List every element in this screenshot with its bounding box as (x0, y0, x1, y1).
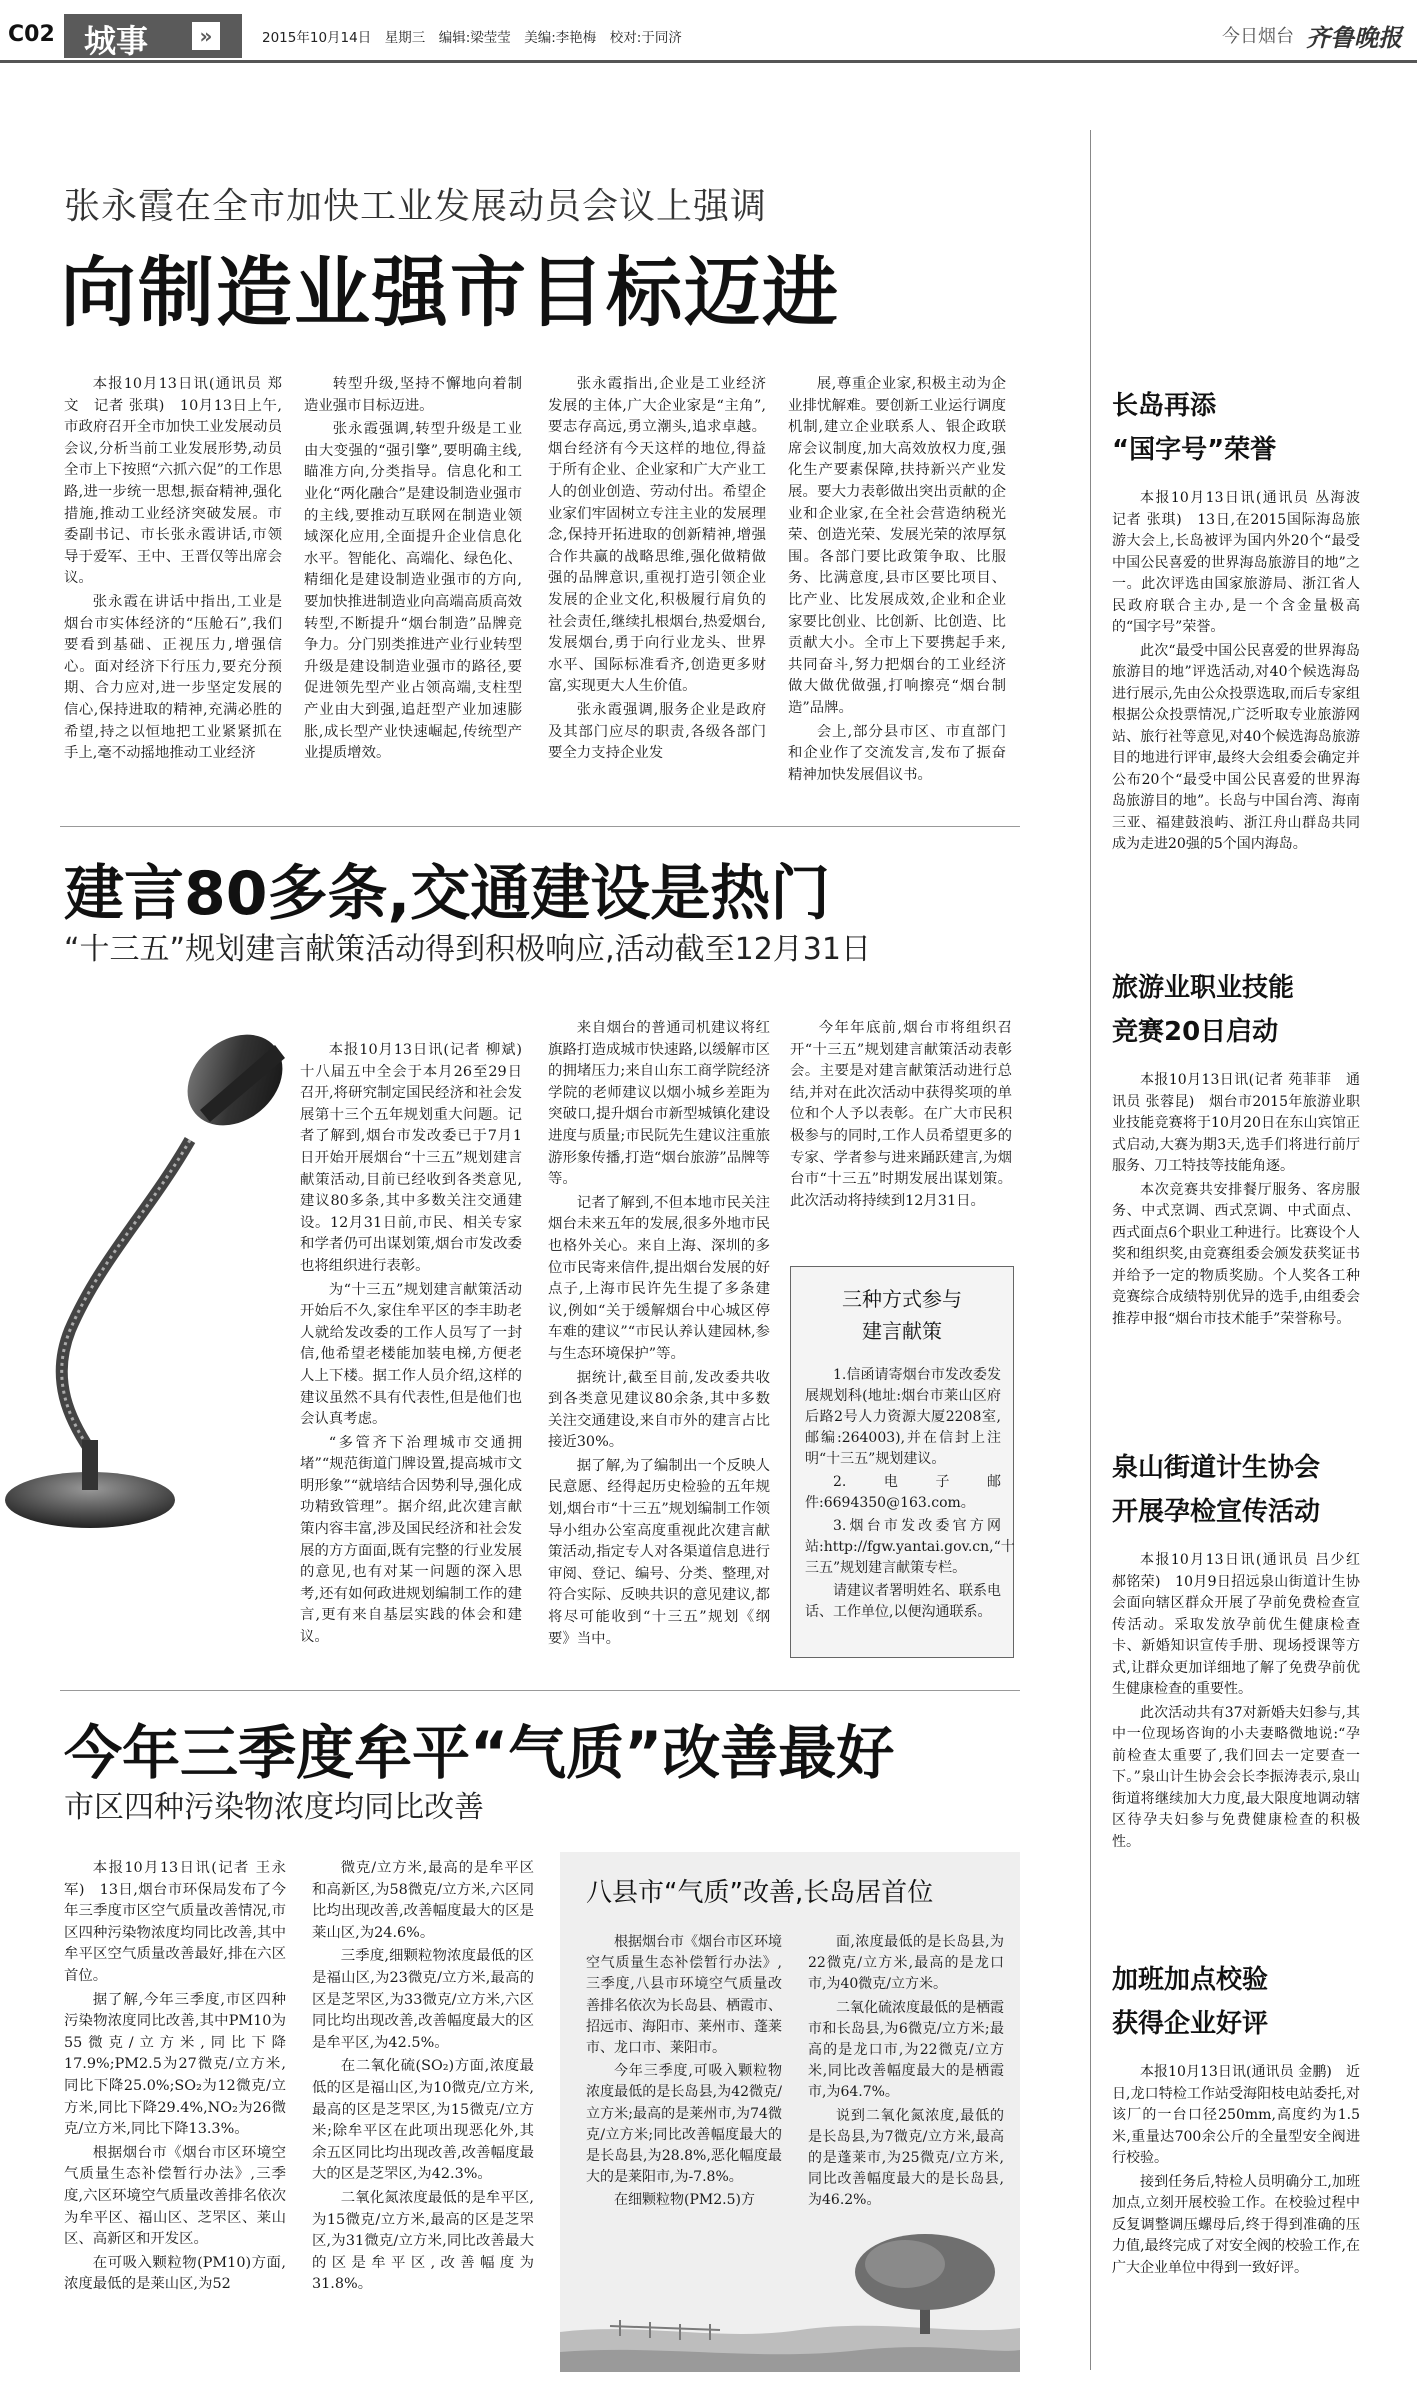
paragraph: 来自烟台的普通司机建议将红旗路打造成城市快速路,以缓解市区的拥堵压力;来自山东工商学院经济学院的老师建议以烟小城乡差距为突破口,提升烟台市新型城镇化建设进度与质量;市民阮先生建议注重旅游形象传播,打造“烟台旅游”品牌等等。 (548, 1020, 770, 1188)
paragraph: 据了解,今年三季度,市区四种污染物浓度同比改善,其中PM10为55微克/立方米,同比下降17.9%;PM2.5为27微克/立方米,同比下降25.0%;SO₂为12微克/立方米,同比下降29.4%,NO₂为26微克/立方米,同比下降13.3%。 (64, 1991, 286, 2138)
paragraph: 张永霞指出,企业是工业经济发展的主体,广大企业家是“主角”,要志存高远,勇立潮头,追求卓越。烟台经济有今天这样的地位,得益于所有企业、企业家和广大产业工人的创业创造、劳动付出。希望企业家们牢固树立专注主业的发展理念,保持开拓进取的创新精神,增强合作共赢的战略思维,强化做精做强的品牌意识,重视打造引领企业发展的企业文化,积极履行肩负的社会责任,继续扎根烟台,热爱烟台,发展烟台,勇于向行业龙头、世界水平、国际标准看齐,创造更多财富,实现更大人生价值。 (548, 376, 766, 695)
paragraph: “多管齐下治理城市交通拥堵”“规范街道门牌设置,提高城市文明形象”“就培结合因势利导,强化成功精致管理”。据介绍,此次建言献策内容丰富,涉及国民经济和社会发展的方方面面,既有完整的行业发展的意见,也有对某一问题的深入思考,还有如何政进规划编制工作的建言,更有来自基层实践的体会和建议。 (300, 1434, 522, 1646)
paragraph: 今年三季度,可吸入颗粒物浓度最低的是长岛县,为42微克/立方米;最高的是莱州市,为74微克/立方米;同比改善幅度最大的是长岛县,为28.8%,恶化幅度最大的是莱阳市,为-7.8%。 (586, 2063, 782, 2186)
paragraph: 本报10月13日讯(记者 柳斌) 十八届五中全会于本月26至29日召开,将研究制定国民经济和社会发展第十三个五年规划重大问题。记者了解到,烟台市发改委已于7月1日开始开展烟台“十三五”规划建言献策活动,目前已经收到各类意见,建议80多条,其中多数关注交通建设。12月31日前,市民、相关专家和学者仍可出谋划策,烟台市发改委也将组织进行表彰。 (300, 1042, 537, 1274)
box-body (805, 1365, 1015, 1623)
sidebar-story4-body (1112, 2062, 1360, 2279)
paragraph: 在细颗粒物(PM2.5)方 (614, 2192, 755, 2209)
header-rule (0, 60, 1417, 63)
paragraph: 本报10月13日讯(通讯员 丛海波 记者 张琪) 13日,在2015国际海岛旅游大会上,长岛被评为国内外20个“最受中国公民喜爱的世界海岛旅游目的地”之一。此次评选由国家旅游局、浙江省人民政府联合主办,是一个含金量极高的“国字号”荣誉。 (1112, 490, 1374, 635)
box-title: 三种方式参与 建言献策 (842, 1287, 962, 1343)
paragraph: 为“十三五”规划建言献策活动开始后不久,家住牟平区的李丰助老人就给发改委的工作人员写了一封信,他希望老楼能加装电梯,方便老人上下楼。据工作人员介绍,这样的建议虽然不具有代表性,但是他们也会认真考虑。 (300, 1281, 522, 1428)
paragraph: 本报10月13日讯(通讯员 吕少红 郝铭荣) 10月9日招远泉山街道计生协会面向辖区群众开展了孕前免费检查宣传活动。采取发放孕前优生健康检查卡、新婚知识宣传手册、现场授课等方式,让群众更加详细地了解了免费孕前优生健康检查的重要性。 (1112, 1552, 1374, 1697)
paragraph: 在可吸入颗粒物(PM10)方面,浓度最低的是莱山区,为52 (64, 2254, 286, 2293)
paragraph: 转型升级,坚持不懈地向着制造业强市目标迈进。 (304, 376, 522, 414)
county-box-title: 八县市“气质”改善,长岛居首位 (586, 1878, 934, 1908)
paragraph: 在二氧化硫(SO₂)方面,浓度最低的区是福山区,为10微克/立方米,最高的区是芝罘区,为15微克/立方米;除牟平区在此项出现恶化外,其余五区同比均出现改善,改善幅度最大的区是芝罘区,为42.3%。 (312, 2058, 534, 2183)
paragraph: 本报10月13日讯(记者 王永军) 13日,烟台市环保局发布了今年三季度市区空气质量改善情况,市区四种污染物浓度均同比改善,其中牟平区空气质量改善最好,排在六区首位。 (64, 1860, 286, 1984)
sidebar-story3-body (1112, 1550, 1374, 1853)
article2-col1 (300, 1040, 537, 1649)
paragraph: 张永霞在讲话中指出,工业是烟台市实体经济的“压舱石”,我们要看到基础、正视压力,增强信心。面对经济下行压力,要充分预期、合力应对,进一步坚定发展的信心,保持进取的精神,充满必胜的希望,持之以恒地把工业紧紧抓在手上,毫不动摇地推动工业经济 (64, 593, 282, 762)
section-title: 城事 (84, 22, 149, 60)
paragraph: 三季度,细颗粒物浓度最低的区是福山区,为23微克/立方米,最高的区是芝罘区,为33微克/立方米,六区同比均出现改善,改善幅度最大的区是牟平区,为42.5%。 (312, 1948, 534, 2051)
sidebar-story4-title: 加班加点校验 获得企业好评 (1112, 1965, 1269, 2039)
paragraph: 张永霞强调,转型升级是工业由大变强的“强引擎”,要明确主线,瞄准方向,分类指导。信息化和工业化“两化融合”是建设制造业强市的主线,要推动互联网在制造业领域深化应用,全面提升企业信息化水平。智能化、高端化、绿色化、精细化是建设制造业强市的方向,要加快推进制造业向高端高质高效转型,不断提升“烟台制造”品牌竞争力。分门别类推进产业行业转型升级是建设制造业强市的路径,要促进领先型产业占领高端,支柱型产业由大到强,追赶型产业加速膨胀,成长型产业快速崛起,传统型产业提质增效。 (304, 421, 522, 762)
paragraph: 张永霞强调,服务企业是政府及其部门应尽的职责,各级各部门要全力支持企业发 (548, 701, 766, 762)
paragraph: 本报10月13日讯(通讯员 郑文 记者 张琪) 10月13日上午,市政府召开全市加快工业发展动员会议,分析当前工业发展形势,动员全市上下按照“六抓六促”的工作思路,进一步统一思想,振奋精神,强化措施,推动工业经济突破发展。市委副书记、市长张永霞讲话,市领导于爱军、王中、王晋仅等出席会议。 (64, 376, 282, 587)
article2-col3 (790, 1018, 1012, 1212)
article2-headline: 建言80多条,交通建设是热门 (64, 859, 831, 929)
article1-col2 (304, 374, 522, 765)
article1-headline: 向制造业强市目标迈进 (60, 248, 840, 337)
tree-landscape-image (560, 2212, 1020, 2372)
paragraph: 此次活动共有37对新婚夫妇参与,其中一位现场咨询的小夫妻略微地说:“孕前检查太重要了,我们回去一定要查一下。”泉山计生协会会长李振涛表示,泉山街道将继续加大力度,最大限度地调动辖区待孕夫妇参与免费健康检查的积极性。 (1112, 1704, 1360, 1850)
paragraph: 说到二氧化氮浓度,最低的是长岛县,为7微克/立方米,最高的是蓬莱市,为25微克/立方米,同比改善幅度最大的是长岛县,为46.2%。 (808, 2107, 1004, 2209)
paragraph: 二氧化氮浓度最低的是牟平区,为15微克/立方米,最高的区是芝罘区,为31微克/立方米,同比改善最大的区是牟平区,改善幅度为31.8%。 (312, 2189, 534, 2293)
chevron-right-icon: » (192, 22, 220, 50)
paragraph: 微克/立方米,最高的是牟平区和高新区,为58微克/立方米,六区同比均出现改善,改善幅度最大的区是莱山区,为24.6%。 (312, 1860, 534, 1941)
box-item: 1.信函请寄烟台市发改委发展规划科(地址:烟台市莱山区府后路2号人力资源大厦2208室,邮编:264003),并在信封上注明“十三五”规划建议。 (805, 1367, 1001, 1467)
paragraph: 据了解,为了编制出一个反映人民意愿、经得起历史检验的五年规划,烟台市“十三五”规划编制工作领导小组办公室高度重视此次建言献策活动,指定专人对各渠道信息进行审阅、登记、编号、分类、整理,对符合实际、反映共识的意见建议,都将尽可能收到“十三五”规划《纲要》当中。 (548, 1457, 770, 1647)
sidebar-story1-body (1112, 488, 1374, 856)
header-meta: 2015年10月14日 星期三 编辑:梁莹莹 美编:李艳梅 校对:于同济 (262, 30, 682, 46)
paragraph: 根据烟台市《烟台市区环境空气质量生态补偿暂行办法》,三季度,六区环境空气质量改善排名依次为牟平区、福山区、芝罘区、莱山区、高新区和开发区。 (64, 2144, 286, 2248)
paragraph: 面,浓度最低的是长岛县,为22微克/立方米,最高的是龙口市,为40微克/立方米。 (808, 1934, 1004, 1993)
box-item: 2.电子邮件:6694350@163.com。 (805, 1474, 1001, 1511)
paragraph: 本报10月13日讯(记者 苑菲菲 通讯员 张蓉昆) 烟台市2015年旅游业职业技能竞赛将于10月20日在东山宾馆正式启动,大赛为期3天,选手们将进行前厅服务、刀工特技等技能角逐。 (1112, 1072, 1360, 1174)
article3-col1 (64, 1858, 286, 2296)
paragraph: 二氧化硫浓度最低的是栖霞市和长岛县,为6微克/立方米;最高的是龙口市,为22微克/立方米,同比改善幅度最大的是栖霞市,为64.7%。 (808, 1999, 1004, 2101)
page-header (0, 0, 1417, 60)
article2-col2 (548, 1018, 770, 1650)
sidebar-story3-title: 泉山街道计生协会 开展孕检宣传活动 (1112, 1453, 1321, 1527)
paragraph: 据统计,截至目前,发改委共收到各类意见建议80余条,其中多数关注交通建设,来自市外的建言占比接近30%。 (548, 1369, 770, 1451)
sidebar-story2-body (1112, 1070, 1360, 1330)
article1-col3 (548, 374, 766, 765)
sidebar-story1-title: 长岛再添 “国字号”荣誉 (1112, 391, 1277, 465)
county-box-col2 (808, 1932, 1004, 2212)
sidebar-story2-title: 旅游业职业技能 竞赛20日启动 (1112, 973, 1295, 1047)
county-box-col1 (586, 1932, 782, 2212)
article2-subhead: “十三五”规划建言献策活动得到积极响应,活动截至12月31日 (64, 932, 871, 967)
article1-col1 (64, 374, 282, 765)
article1-col4 (788, 374, 1006, 786)
microphone-head (169, 1030, 300, 1144)
box-note: 请建议者署明姓名、联系电话、工作单位,以便沟通联系。 (805, 1583, 1001, 1620)
paragraph: 此次“最受中国公民喜爱的世界海岛旅游目的地”评选活动,对40个候选海岛进行展示,先由公众投票选取,而后专家组根据公众投票情况,广泛听取专业旅游网站、旅行社等意见,对40个候选海岛旅游目的地进行评审,最终大会组委会确定并公布20个“最受中国公民喜爱的世界海岛旅游目的地”。长岛与中国台湾、海南三亚、福建鼓浪屿、浙江舟山群岛共同成为走进20强的5个国内海岛。 (1112, 642, 1360, 852)
article3-headline: 今年三季度牟平“气质”改善最好 (64, 1719, 895, 1787)
brand-name: 今日烟台 (1222, 26, 1294, 47)
county-box (560, 1852, 1020, 2372)
article3-subhead: 市区四种污染物浓度均同比改善 (64, 1790, 484, 1825)
article3-col2 (312, 1858, 534, 2296)
page-number: C02 (8, 22, 55, 47)
microphone-image (0, 1030, 300, 1540)
section-divider (60, 826, 1020, 827)
paragraph: 本次竞赛共安排餐厅服务、客房服务、中式烹调、西式烹调、中式面点、西式面点6个职业工种进行。比赛设个人奖和组织奖,由竞赛组委会颁发获奖证书并给予一定的物质奖励。个人奖各工种竞赛综合成绩特别优异的选手,由组委会推荐申报“烟台市技术能手”荣誉称号。 (1112, 1181, 1360, 1327)
microphone-neck (62, 1140, 190, 1450)
paragraph: 展,尊重企业家,积极主动为企业排忧解难。要创新工业运行调度机制,建立企业联系人、银企政联席会议制度,加大高效放权力度,强化生产要素保障,扶持新兴产业发展。要大力表彰做出突出贡献的企业和企业家,在全社会营造纳税光荣、创造光荣、发展光荣的浓厚氛围。各部门要比政策争取、比服务、比满意度,县市区要比项目、比产业、比发展成效,企业和企业家要比创业、比创新、比创造、比贡献大小。全市上下要携起手来,共同奋斗,努力把烟台的工业经济做大做优做强,打响擦亮“烟台制造”品牌。 (788, 376, 1006, 716)
section-badge (64, 14, 242, 58)
paragraph: 今年年底前,烟台市将组织召开“十三五”规划建言献策活动表彰会。主要是对建言献策活动进行总结,并对在此次活动中获得奖项的单位和个人予以表彰。在广大市民积极参与的同时,工作人员希望更多的专家、学者参与进来踊跃建言,为烟台市“十三五”时期发展出谋划策。此次活动将持续到12月31日。 (790, 1020, 1012, 1209)
participation-box (790, 1266, 1014, 1658)
paragraph: 记者了解到,不但本地市民关注烟台未来五年的发展,很多外地市民也格外关心。来自上海、深圳的多位市民寄来信件,提出烟台发展的好点子,上海市民许先生提了多条建议,例如“关于缓解烟台中心城区停车难的建议”“市民认养认建园林,参与生态环境保护”等。 (548, 1194, 770, 1362)
sidebar-divider (1090, 130, 1091, 2370)
newspaper-logo: 齐鲁晚报 (1306, 23, 1402, 52)
article1-kicker: 张永霞在全市加快工业发展动员会议上强调 (64, 186, 768, 227)
paragraph: 本报10月13日讯(通讯员 金鹏) 近日,龙口特检工作站受海阳枝电站委托,对该厂的一台口径250mm,高度约为1.5米,重量达700余公斤的全量型安全阀进行校验。 (1112, 2064, 1360, 2166)
paragraph: 接到任务后,特检人员明确分工,加班加点,立刻开展校验工作。在校验过程中反复调整调压螺母后,终于得到准确的压力值,最终完成了对安全阀的校验工作,在广大企业单位中得到一致好评。 (1112, 2173, 1360, 2276)
paragraph: 根据烟台市《烟台市区环境空气质量生态补偿暂行办法》,三季度,八县市环境空气质量改善排名依次为长岛县、栖霞市、招远市、海阳市、莱州市、蓬莱市、龙口市、莱阳市。 (586, 1934, 782, 2057)
section-divider (60, 1690, 1020, 1691)
paragraph: 会上,部分县市区、市直部门和企业作了交流发言,发布了振奋精神加快发展倡议书。 (788, 723, 1006, 783)
box-item: 3.烟台市发改委官方网站:http://fgw.yantai.gov.cn,“十三五”规划建言献策专栏。 (805, 1518, 1015, 1576)
